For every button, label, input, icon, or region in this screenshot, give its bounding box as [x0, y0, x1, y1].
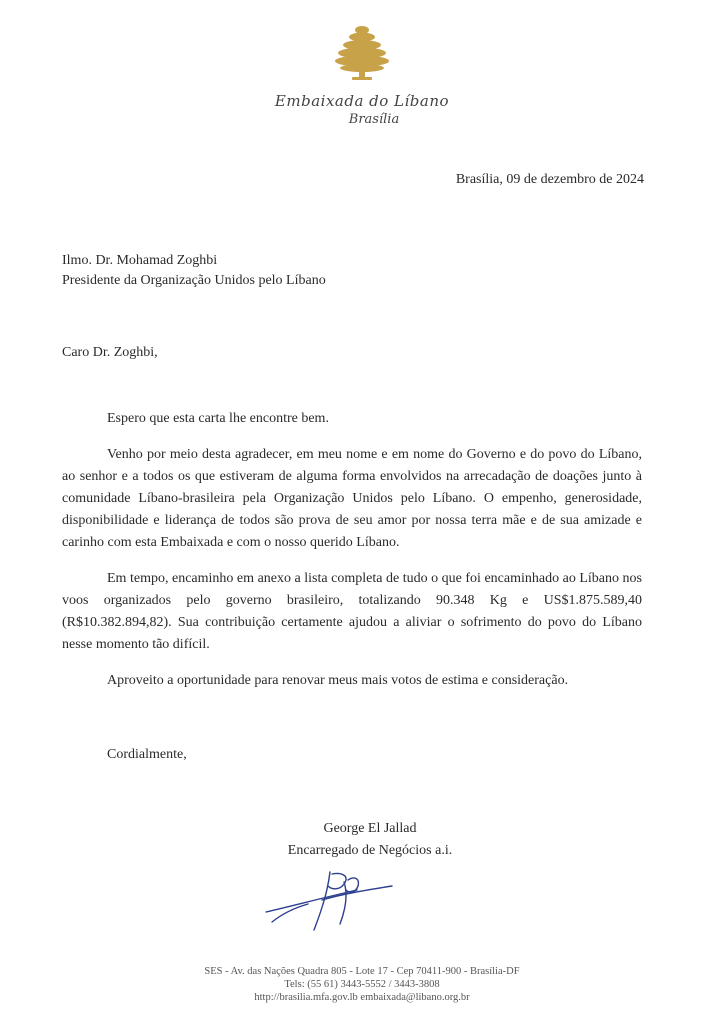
body-paragraph: Em tempo, encaminho em anexo a lista completa de tudo o que foi encaminhado ao Líbano nos voos organizados pelo governo brasileiro, totalizando 90.348 Kg e US$1.875.589,40 (R$10.382.894,82). Sua contribuição certamente ajudou a aliviar o sofrimento do povo do Líbano nesse momento tão difícil. [62, 571, 642, 652]
body-paragraph: Aproveito a oportunidade para renovar meus mais votos de estima e consideração. [107, 673, 569, 688]
embassy-name: Embaixada do Líbano [274, 92, 450, 110]
signer-block [270, 818, 470, 862]
closing: Cordialmente, [107, 747, 187, 762]
signer-role: Encarregado de Negócios a.i. [287, 843, 453, 858]
letter-date: Brasília, 09 de dezembro de 2024 [455, 172, 644, 187]
handwritten-signature [262, 864, 397, 936]
embassy-city: Brasília [348, 112, 400, 127]
footer-web-email: http://brasilia.mfa.gov.lb embaixada@libano.org.br [254, 992, 470, 1003]
footer [0, 965, 724, 1004]
letterhead [0, 22, 724, 127]
addressee-title: Presidente da Organização Unidos pelo Líbano [62, 273, 326, 288]
signer-name: George El Jallad [323, 821, 417, 836]
addressee-name: Ilmo. Dr. Mohamad Zoghbi [62, 253, 218, 268]
footer-phones: Tels: (55 61) 3443-5552 / 3443-3808 [284, 979, 440, 990]
body-paragraph: Espero que esta carta lhe encontre bem. [107, 411, 329, 426]
footer-address: SES - Av. das Nações Quadra 805 - Lote 17 - Cep 70411-900 - Brasília-DF [204, 966, 520, 977]
addressee-block [62, 251, 326, 291]
body-paragraph: Venho por meio desta agradecer, em meu nome e em nome do Governo e do povo do Líbano, ao senhor e a todos os que estiveram de alguma forma envolvidos na arrecadação de doações junto à comunidade Líbano-brasileira pela Organização Unidos pelo Líbano. O empenho, generosidade, disponibilidade e liderança de todos são prova de seu amor por nossa terra mãe e de sua amizade e carinho com esta Embaixada e com o nosso querido Líbano. [62, 447, 642, 550]
cedar-tree-icon [334, 22, 390, 84]
letter-body [62, 408, 642, 706]
salutation: Caro Dr. Zoghbi, [62, 345, 158, 360]
